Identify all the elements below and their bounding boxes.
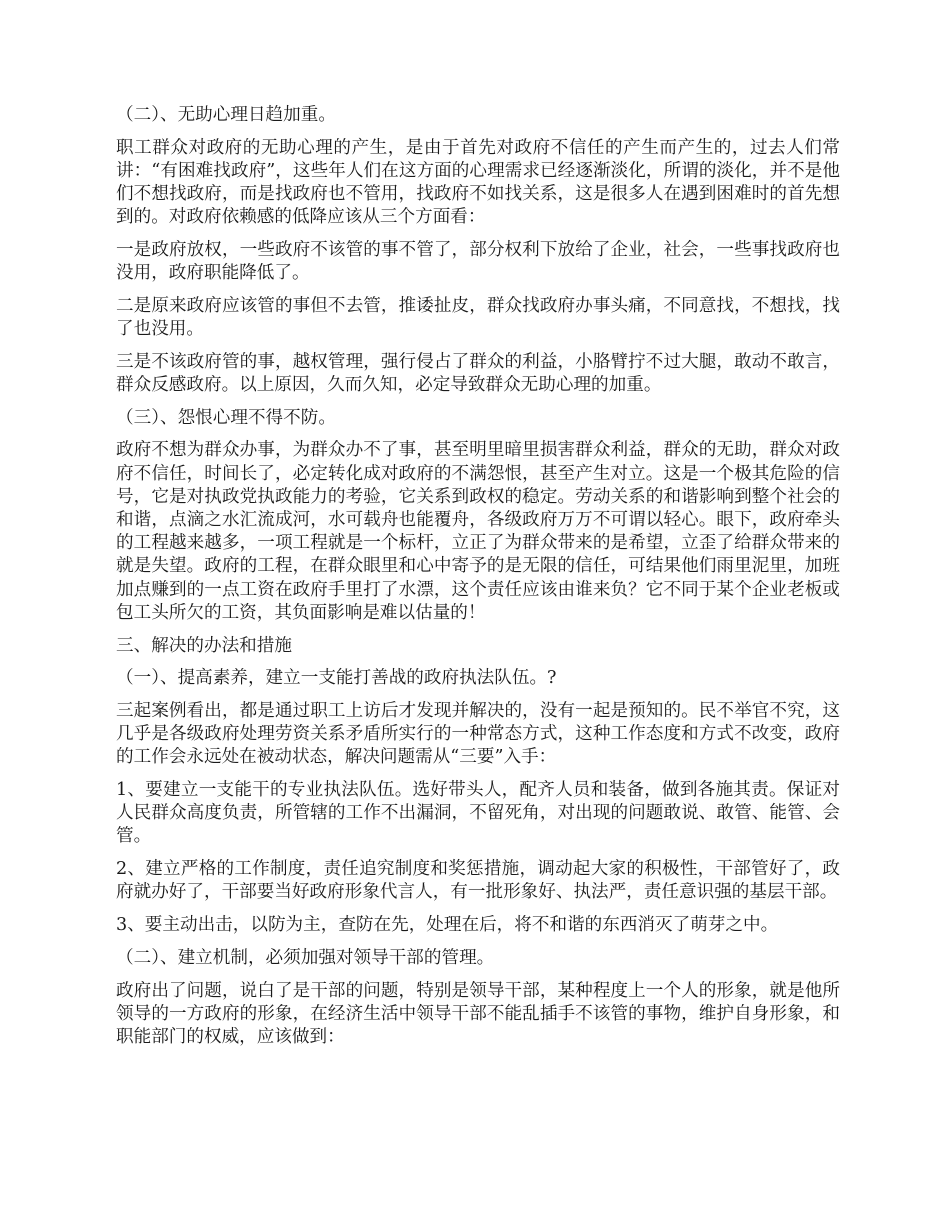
section-heading-solutions: 三、解决的办法和措施 (116, 635, 292, 656)
body-paragraph: 三起案例看出，都是通过职工上访后才发现并解决的，没有一起是预知的。民不举官不究，这几乎是各级政府处理劳资关系矛盾所实行的一种常态方式，这种工作态度和方式不改变，政府的工作会永远处在被动状态，解决问题需从“三要”入手： (116, 700, 840, 768)
subheading-resentment: （三）、怨恨心理不得不防。 (116, 407, 336, 428)
subheading-law-enforcement-team: （一）、提高素养，建立一支能打善战的政府执法队伍。? (116, 668, 557, 689)
body-paragraph: 职工群众对政府的无助心理的产生，是由于首先对政府不信任的产生而产生的，过去人们常讲：“有困难找政府”，这些年人们在这方面的心理需求已经逐渐淡化，所谓的淡化，并不是他们不想找政府，而是找政府也不管用，找政府不如找关系，这是很多人在遇到困难时的首先想到的。对政府依赖感的低降应该从三个方面看： (116, 137, 840, 228)
body-paragraph: 二是原来政府应该管的事但不去管，推诿扯皮，群众找政府办事头痛，不同意找，不想找，找了也没用。 (116, 295, 840, 340)
document-page (116, 104, 840, 1059)
body-paragraph: 政府不想为群众办事，为群众办不了事，甚至明里暗里损害群众利益，群众的无助，群众对政府不信任，时间长了，必定转化成对政府的不满怨恨，甚至产生对立。这是一个极其危险的信号，它是对执政党执政能力的考验，它关系到政权的稳定。劳动关系的和谐影响到整个社会的和谐，点滴之水汇流成河，水可载舟也能覆舟，各级政府万万不可谓以轻心。眼下，政府牵头的工程越来越多，一项工程就是一个标杆，立正了为群众带来的是希望，立歪了给群众带来的就是失望。政府的工程，在群众眼里和心中寄予的是无限的信任，可结果他们雨里泥里，加班加点赚到的一点工资在政府手里打了水漂，这个责任应该由谁来负？它不同于某个企业老板或包工头所欠的工资，其负面影响是难以估量的！ (116, 440, 840, 623)
subheading-helplessness: （二）、无助心理日趋加重。 (116, 105, 336, 125)
list-item: 3、要主动出击，以防为主，查防在先，处理在后，将不和谐的东西消灭了萌芽之中。 (116, 915, 779, 936)
body-paragraph: 政府出了问题，说白了是干部的问题，特别是领导干部，某种程度上一个人的形象，就是他所领导的一方政府的形象，在经济生活中领导干部不能乱插手不该管的事物，维护自身形象，和职能部门的权威，应该做到： (116, 980, 840, 1047)
subheading-mechanism: （二）、建立机制，必须加强对领导干部的管理。 (116, 947, 495, 968)
list-item: 1、要建立一支能干的专业执法队伍。选好带头人，配齐人员和装备，做到各施其责。保证对人民群众高度负责，所管辖的工作不出漏洞，不留死角，对出现的问题敢说、敢管、能管、会管。 (116, 780, 840, 847)
body-paragraph: 三是不该政府管的事，越权管理，强行侵占了群众的利益，小胳臂拧不过大腿，敢动不敢言，群众反感政府。以上原因，久而久知，必定导致群众无助心理的加重。 (116, 351, 840, 396)
body-paragraph: 一是政府放权，一些政府不该管的事不管了，部分权利下放给了企业，社会，一些事找政府也没用，政府职能降低了。 (116, 240, 840, 284)
list-item: 2、建立严格的工作制度，责任追究制度和奖惩措施，调动起大家的积极性，干部管好了，政府就办好了，干部要当好政府形象代言人，有一批形象好、执法严，责任意识强的基层干部。 (116, 859, 840, 903)
